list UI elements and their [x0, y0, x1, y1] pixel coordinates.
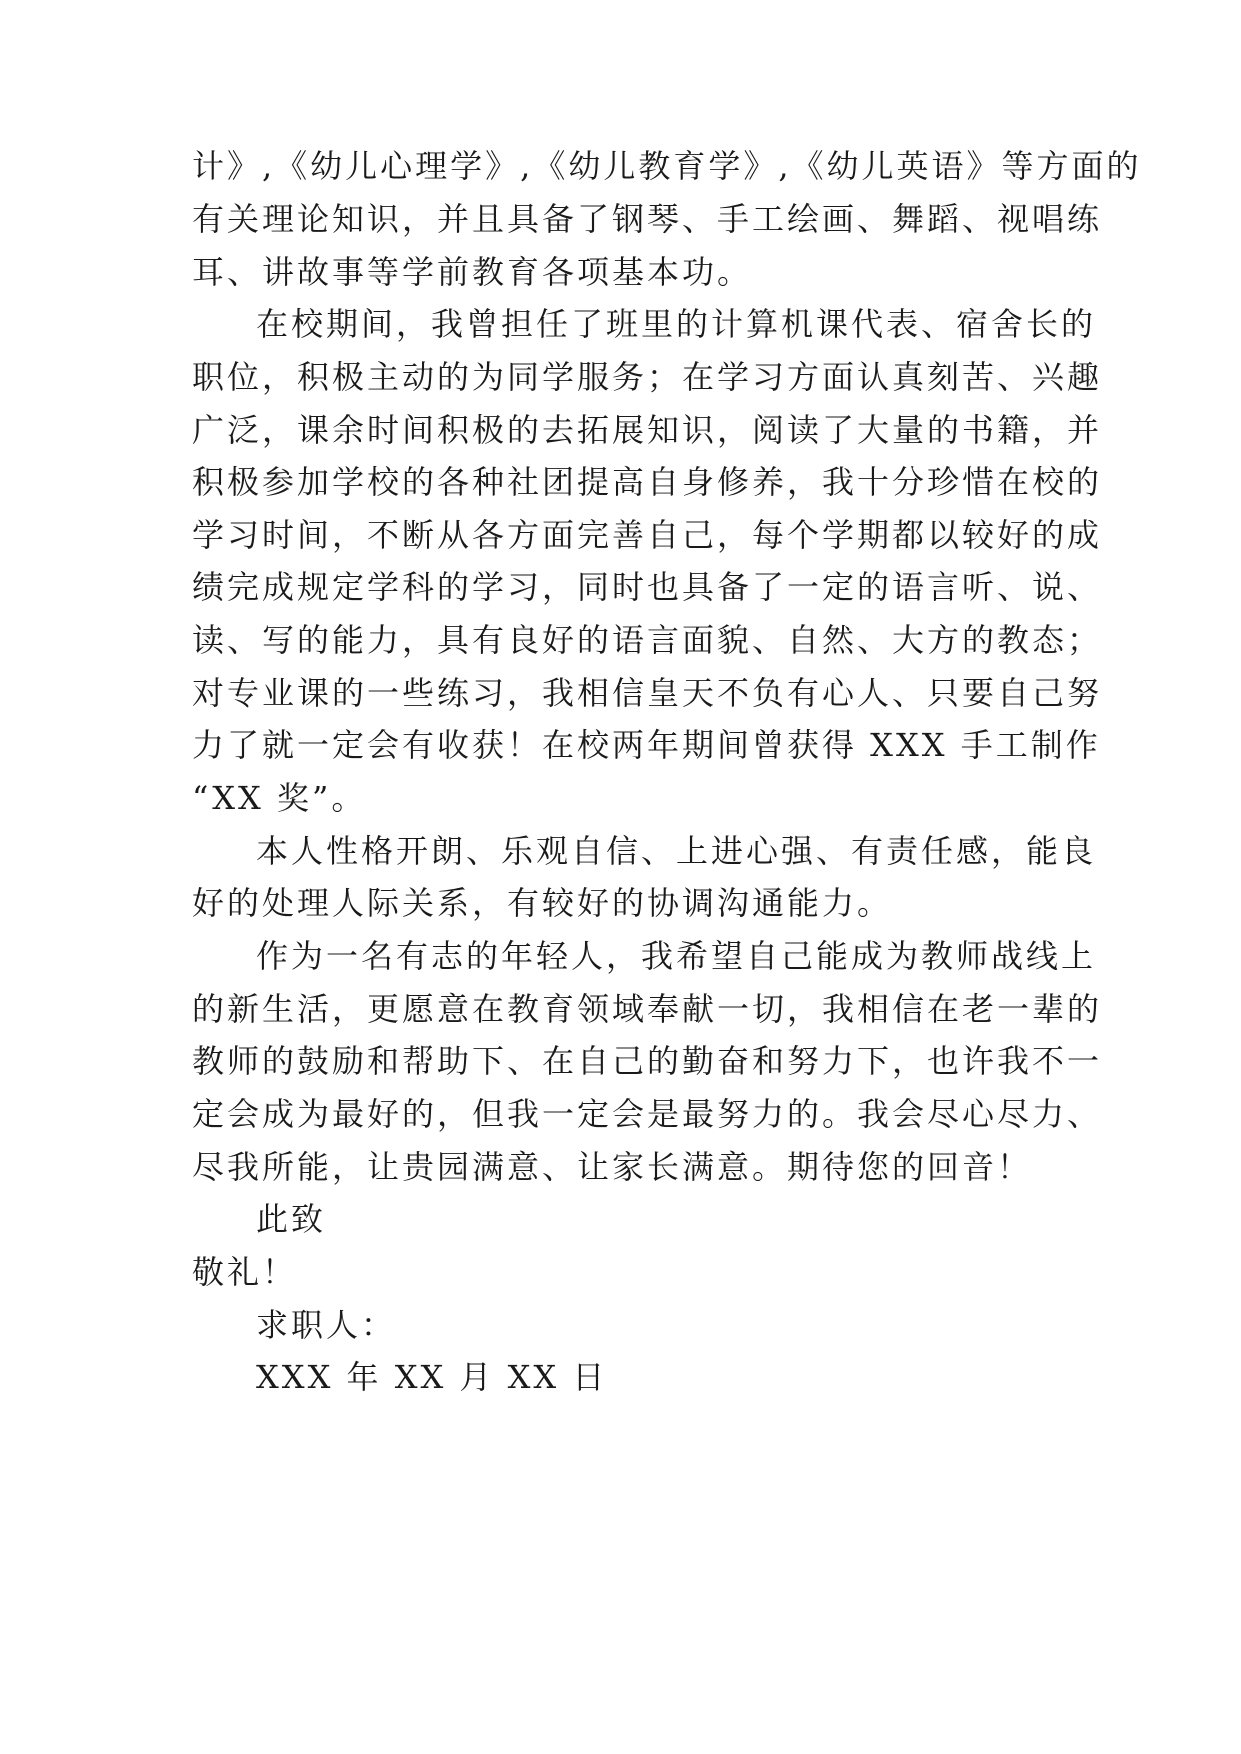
paragraph-1-line-1: 计》,《幼儿心理学》,《幼儿教育学》,《幼儿英语》等方面的: [192, 147, 1142, 185]
paragraph-2-line-6: 绩完成规定学科的学习，同时也具备了一定的语言听、说、: [192, 568, 1103, 606]
paragraph-4-line-1: 作为一名有志的年轻人，我希望自己能成为教师战线上: [256, 937, 1097, 975]
paragraph-4-line-2: 的新生活，更愿意在教育领域奉献一切，我相信在老一辈的: [192, 990, 1103, 1028]
paragraph-3-line-2: 好的处理人际关系，有较好的协调沟通能力。: [192, 884, 893, 922]
paragraph-1-line-3: 耳、讲故事等学前教育各项基本功。: [192, 253, 753, 291]
closing-text: 此致: [256, 1200, 327, 1238]
salutation-text: 敬礼！: [192, 1253, 298, 1291]
paragraph-2-line-5: 学习时间，不断从各方面完善自己，每个学期都以较好的成: [192, 516, 1103, 554]
paragraph-4-line-5: 尽我所能，让贵园满意、让家长满意。期待您的回音！: [192, 1148, 1033, 1186]
paragraph-2-line-10: “XX 奖”。: [192, 779, 367, 817]
paragraph-2-line-1: 在校期间，我曾担任了班里的计算机课代表、宿舍长的: [256, 305, 1097, 343]
paragraph-2-line-8: 对专业课的一些练习，我相信皇天不负有心人、只要自己努: [192, 674, 1103, 712]
paragraph-2-line-4: 积极参加学校的各种社团提高自身修养，我十分珍惜在校的: [192, 463, 1103, 501]
signature-label: 求职人：: [256, 1306, 397, 1344]
date-text: XXX 年 XX 月 XX 日: [256, 1358, 608, 1396]
paragraph-1-line-2: 有关理论知识，并且具备了钢琴、手工绘画、舞蹈、视唱练: [192, 200, 1103, 238]
paragraph-2-line-7: 读、写的能力，具有良好的语言面貌、自然、大方的教态；: [192, 621, 1103, 659]
paragraph-4-line-4: 定会成为最好的，但我一定会是最努力的。我会尽心尽力、: [192, 1095, 1103, 1133]
paragraph-2-line-2: 职位，积极主动的为同学服务；在学习方面认真刻苦、兴趣: [192, 358, 1103, 396]
paragraph-3-line-1: 本人性格开朗、乐观自信、上进心强、有责任感，能良: [256, 832, 1097, 870]
paragraph-2-line-9: 力了就一定会有收获！在校两年期间曾获得 XXX 手工制作: [192, 726, 1101, 764]
paragraph-2-line-3: 广泛，课余时间积极的去拓展知识，阅读了大量的书籍，并: [192, 411, 1103, 449]
paragraph-4-line-3: 教师的鼓励和帮助下、在自己的勤奋和努力下，也许我不一: [192, 1042, 1103, 1080]
